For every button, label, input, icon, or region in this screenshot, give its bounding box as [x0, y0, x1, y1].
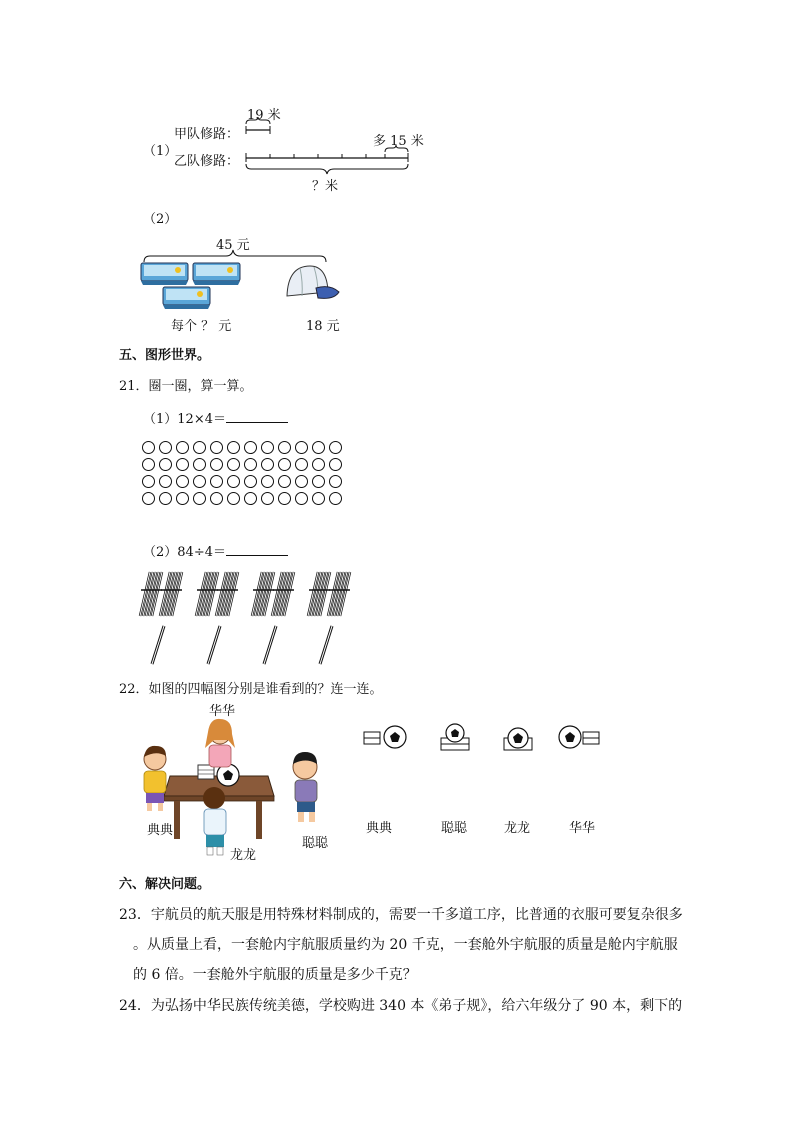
soccer-ball-icon — [559, 726, 581, 748]
person-longlong-icon — [203, 787, 226, 855]
view-option-2 — [441, 724, 469, 750]
diagram1-extra-label: 多 15 米 — [373, 134, 424, 149]
view-option-1 — [364, 726, 406, 748]
section6-title: 六、解决问题。 — [119, 877, 211, 892]
q22-title: 22．如图的四幅图分别是谁看到的？连一连。 — [119, 682, 383, 697]
diagram1-row1-label: 甲队修路： — [174, 127, 240, 142]
answer-label[interactable]: 华华 — [569, 821, 596, 836]
person-label-huahua: 华华 — [209, 704, 236, 719]
person-label-diandian: 典典 — [147, 823, 174, 838]
person-diandian-icon — [144, 746, 166, 811]
answer-label[interactable]: 聪聪 — [441, 821, 468, 836]
diagram2-number: （2） — [143, 212, 178, 227]
diagram2-cap-price: 18 元 — [306, 319, 340, 334]
q23-line-1: 23．宇航员的航天服是用特殊材料制成的，需要一千多道工序，比普通的衣服可要复杂很多 — [119, 907, 683, 923]
diagram2-total: 45 元 — [216, 238, 250, 253]
q21-sub2-expression: 84÷4＝ — [177, 545, 226, 560]
q21-sub1-number: （1） — [143, 412, 178, 427]
q24-line-1: 24．为弘扬中华民族传统美德，学校购进 340 本《弟子规》，给六年级分了 90 本，剩下的 — [119, 998, 683, 1014]
diagram1-total-label: ？米 — [312, 179, 339, 194]
q23-line-3: 的 6 倍。一套舱外宇航服的质量是多少千克？ — [133, 967, 417, 983]
q21-title: 21．圈一圈，算一算。 — [119, 379, 253, 394]
view-option-4 — [559, 726, 599, 748]
diagram1-row2-label: 乙队修路： — [174, 154, 240, 169]
answer-label[interactable]: 典典 — [366, 821, 393, 836]
person-huahua-icon — [205, 719, 235, 767]
soccer-ball-icon — [446, 724, 464, 742]
q21-sub1-expression: 12×4＝ — [177, 412, 226, 427]
q23-line-2: 。从质量上看，一套舱内宇航服质量约为 20 千克，一套舱外宇航服的质量是舱内宇航服 — [133, 937, 678, 953]
person-congcong-icon — [293, 752, 317, 822]
q21-sub2-number: （2） — [143, 545, 178, 560]
diagram1-row1-value: 19 米 — [247, 108, 281, 123]
person-label-longlong: 龙龙 — [230, 848, 257, 863]
section5-title: 五、图形世界。 — [119, 348, 211, 363]
answer-label[interactable]: 龙龙 — [504, 821, 531, 836]
view-option-3 — [504, 728, 532, 750]
diagram2-each-label: 每个 ？ 元 — [171, 319, 232, 334]
soccer-ball-icon — [508, 728, 528, 748]
soccer-ball-icon — [384, 726, 406, 748]
person-label-congcong: 聪聪 — [302, 836, 329, 851]
diagram1-number: （1） — [143, 144, 178, 159]
